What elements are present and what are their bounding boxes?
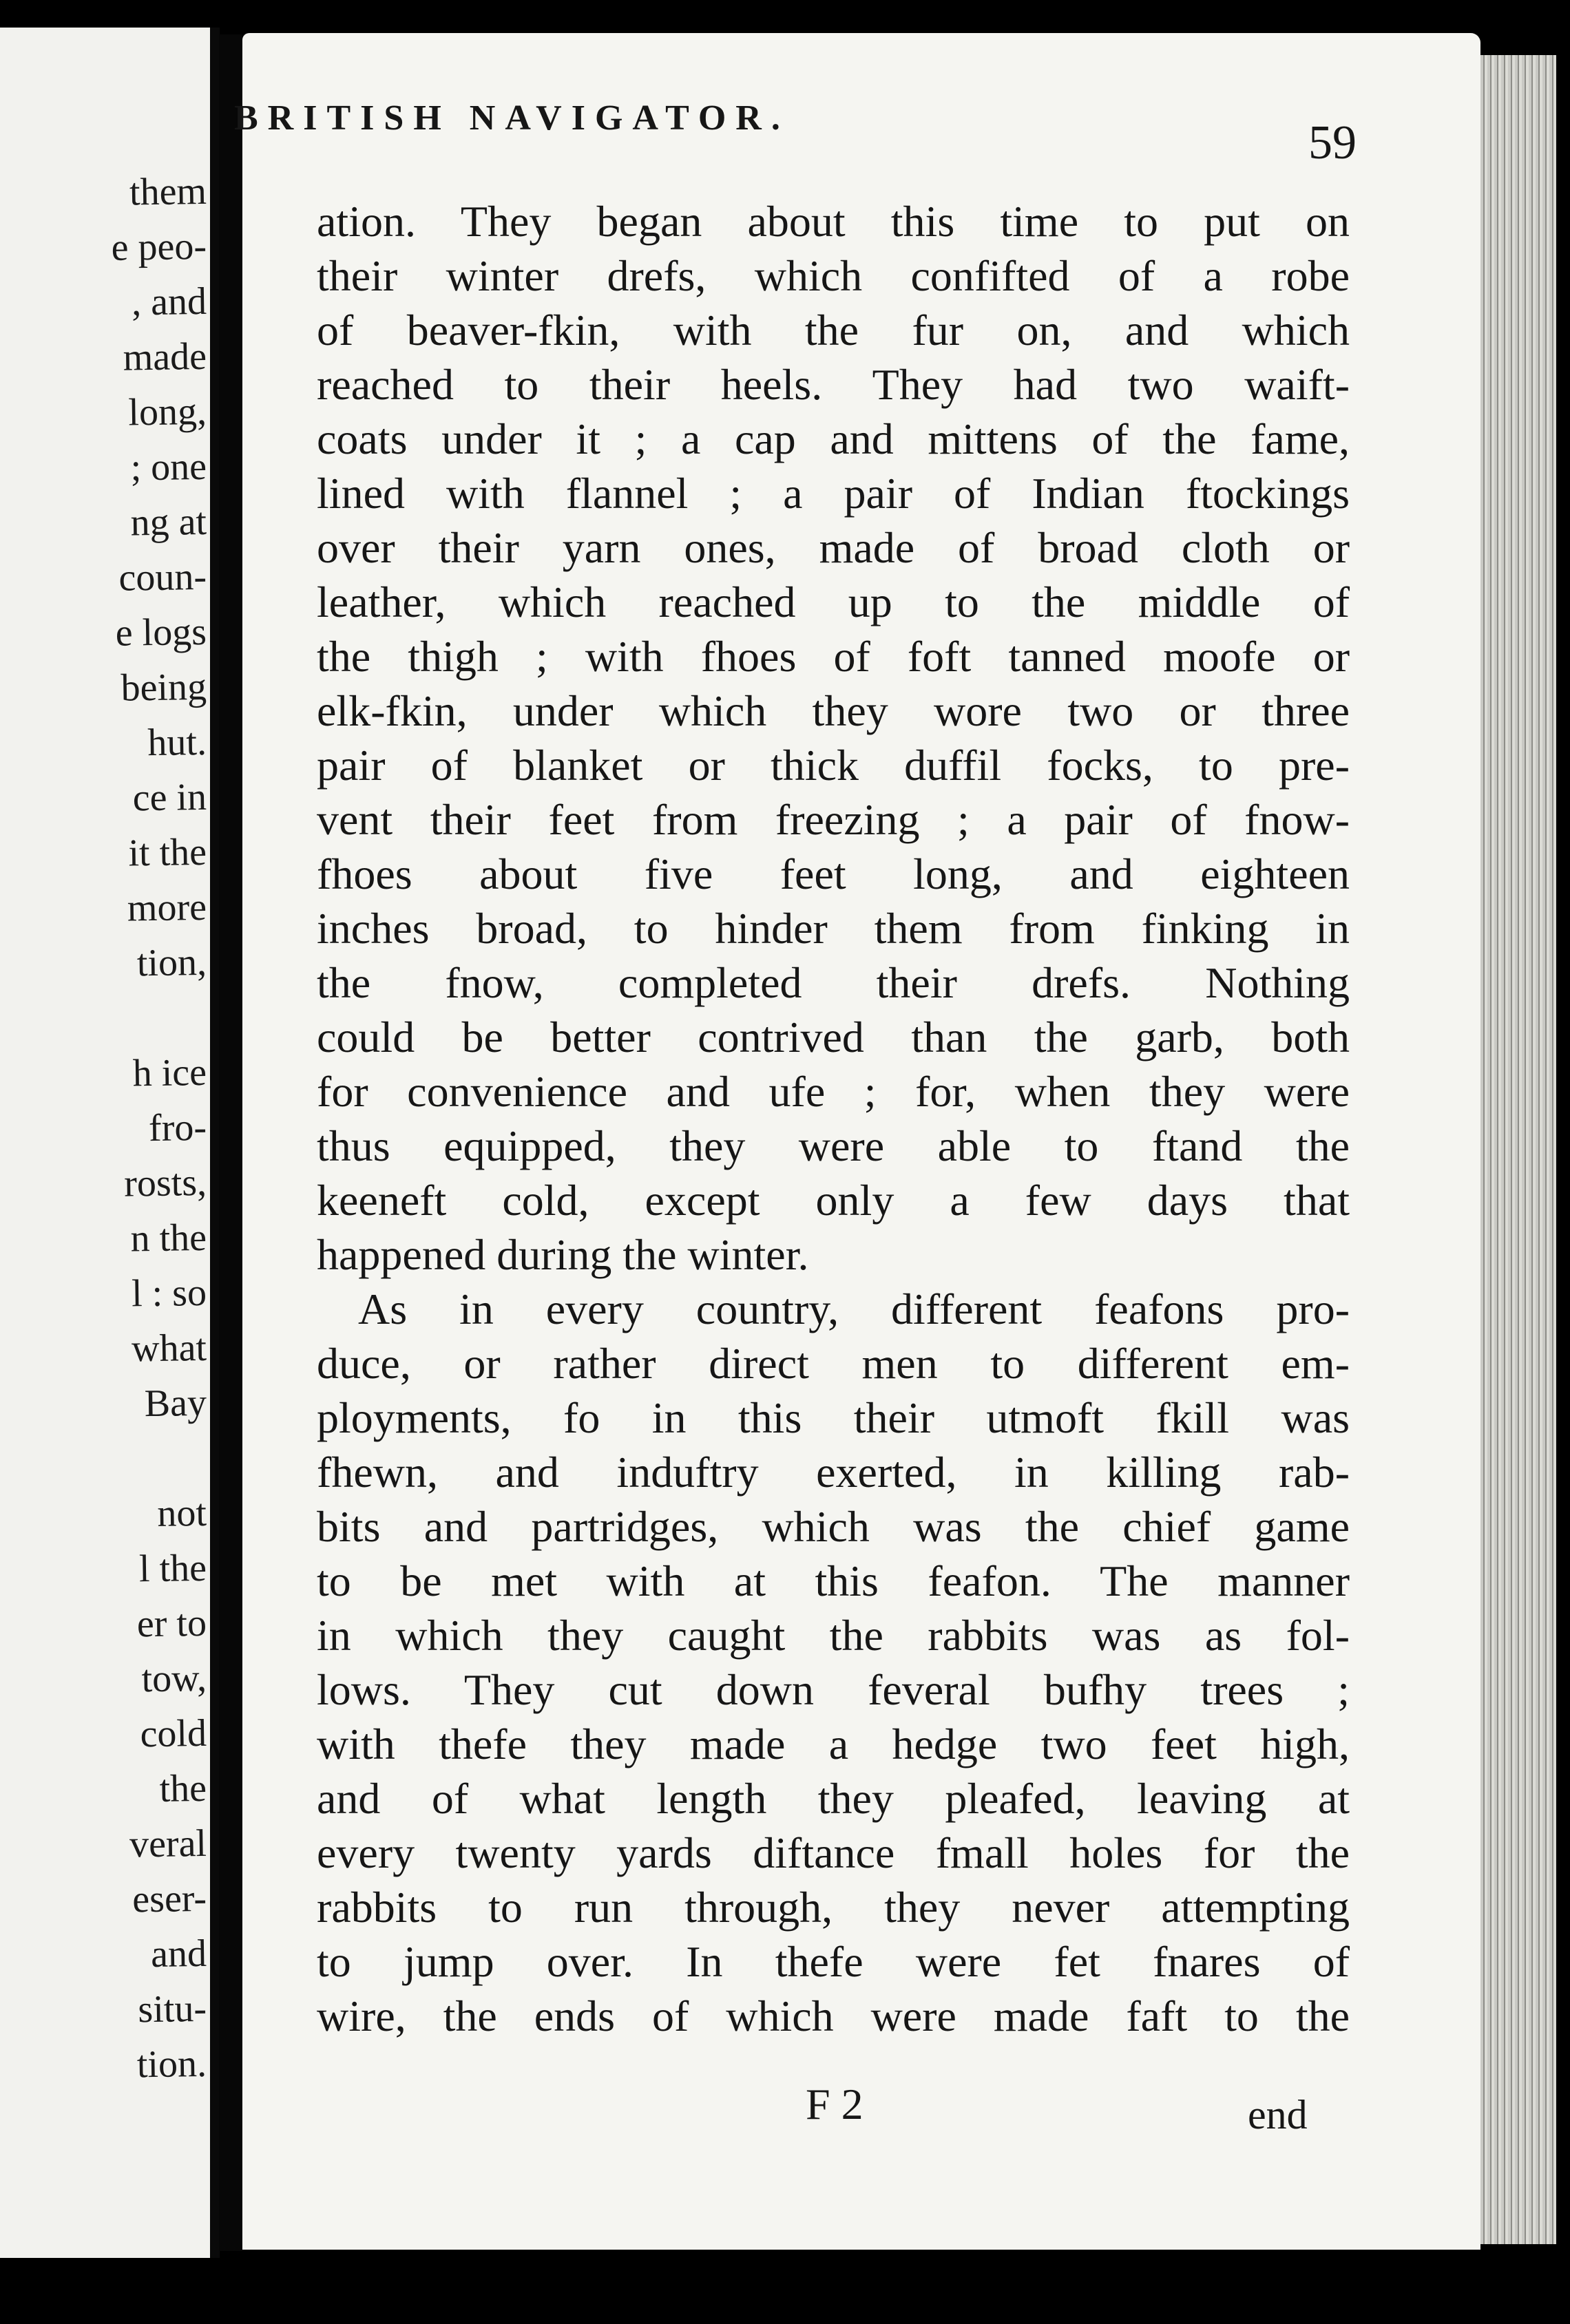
text-line: leather, which reached up to the middle of	[317, 578, 1350, 626]
text-line: over their yarn ones, made of broad cloth or	[317, 523, 1350, 572]
left-page-line: cold	[140, 1711, 207, 1756]
text-line: the thigh ; with fhoes of foft tanned moofe or	[317, 632, 1350, 681]
left-page-line: rosts,	[123, 1161, 207, 1205]
text-line: keeneft cold, except only a few days that	[317, 1176, 1350, 1225]
left-page-line: the	[159, 1766, 207, 1810]
text-line: wire, the ends of which were made faft to the	[317, 1992, 1350, 2040]
left-page-line: not	[156, 1491, 207, 1535]
text-line: As in every country, different feafons pro-	[358, 1285, 1350, 1333]
left-page-line: l : so	[131, 1271, 207, 1316]
left-page-line: ng at	[130, 500, 207, 545]
left-page-line: veral	[129, 1821, 207, 1866]
book-gutter	[219, 34, 242, 2251]
text-line: and of what length they pleafed, leaving at	[317, 1774, 1350, 1823]
text-line: elk-fkin, under which they wore two or three	[317, 686, 1350, 735]
left-page-line: being	[121, 665, 207, 710]
left-page-line: er to	[136, 1601, 207, 1646]
left-page-line: e peo-	[111, 224, 207, 269]
text-line: happened during the winter.	[317, 1230, 809, 1279]
left-page-line: made	[123, 335, 207, 379]
left-page-line: , and	[131, 279, 207, 324]
left-page-line: tow,	[141, 1656, 207, 1701]
left-page-line: and	[150, 1932, 207, 1976]
text-line: pair of blanket or thick duffil focks, to pre-	[317, 741, 1350, 790]
text-line: ployments, fo in this their utmoft fkill was	[317, 1393, 1350, 1442]
text-line: fhewn, and induftry exerted, in killing rab-	[317, 1448, 1350, 1497]
text-line: the fnow, completed their drefs. Nothing	[317, 958, 1350, 1007]
left-page-line: n the	[130, 1216, 207, 1260]
left-page-line: them	[129, 169, 207, 214]
left-page-line: situ-	[137, 1987, 207, 2031]
text-line: of beaver-fkin, with the fur on, and which	[317, 306, 1350, 355]
text-line: to jump over. In thefe were fet fnares of	[317, 1937, 1350, 1986]
left-page-line: long,	[128, 390, 207, 434]
left-page-line: Bay	[144, 1381, 207, 1426]
page-edges	[1480, 55, 1556, 2244]
left-page-line: tion,	[136, 940, 207, 985]
left-page-line: ; one	[130, 445, 207, 489]
text-line: their winter drefs, which confifted of a robe	[317, 251, 1350, 300]
text-line: rabbits to run through, they never attempting	[317, 1883, 1350, 1932]
signature-mark: F 2	[806, 2080, 864, 2128]
left-page-line: it the	[128, 830, 207, 875]
text-line: for convenience and ufe ; for, when they were	[317, 1067, 1350, 1116]
text-line: to be met with at this feafon. The manner	[317, 1556, 1350, 1605]
left-page-line: more	[127, 885, 207, 930]
left-page-line: tion.	[136, 2042, 207, 2087]
page-number: 59	[1308, 116, 1357, 169]
left-page-line: fro-	[148, 1106, 207, 1150]
text-line: lows. They cut down feveral bufhy trees ;	[317, 1665, 1350, 1714]
text-line: with thefe they made a hedge two feet high,	[317, 1720, 1350, 1768]
left-page-line: ce in	[132, 775, 207, 820]
text-line: reached to their heels. They had two waift-	[317, 360, 1350, 409]
body-text	[317, 194, 1350, 2043]
text-line: bits and partridges, which was the chief game	[317, 1502, 1350, 1551]
text-line: lined with flannel ; a pair of Indian ftockings	[317, 469, 1350, 518]
text-line: duce, or rather direct men to different em-	[317, 1339, 1350, 1388]
text-line: ation. They began about this time to put on	[317, 197, 1350, 246]
left-page-line: hut.	[147, 720, 207, 765]
text-line: coats under it ; a cap and mittens of the fame,	[317, 414, 1350, 463]
left-page-line: h ice	[132, 1050, 207, 1095]
left-page-line: e logs	[115, 610, 207, 655]
left-page-line: coun-	[118, 555, 207, 600]
left-page-line: l the	[138, 1546, 207, 1591]
text-line: thus equipped, they were able to ftand the	[317, 1121, 1350, 1170]
left-page-line: eser-	[132, 1877, 207, 1921]
running-head: BRITISH NAVIGATOR.	[234, 98, 790, 138]
text-line: vent their feet from freezing ; a pair of fnow-	[317, 795, 1350, 844]
text-line: inches broad, to hinder them from finking in	[317, 904, 1350, 953]
text-line: could be better contrived than the garb, both	[317, 1013, 1350, 1061]
catchword: end	[1248, 2092, 1308, 2137]
left-page-line: what	[131, 1326, 207, 1371]
text-line: fhoes about five feet long, and eighteen	[317, 849, 1350, 898]
text-line: every twenty yards diftance fmall holes for the	[317, 1828, 1350, 1877]
text-line: in which they caught the rabbits was as fol-	[317, 1611, 1350, 1660]
